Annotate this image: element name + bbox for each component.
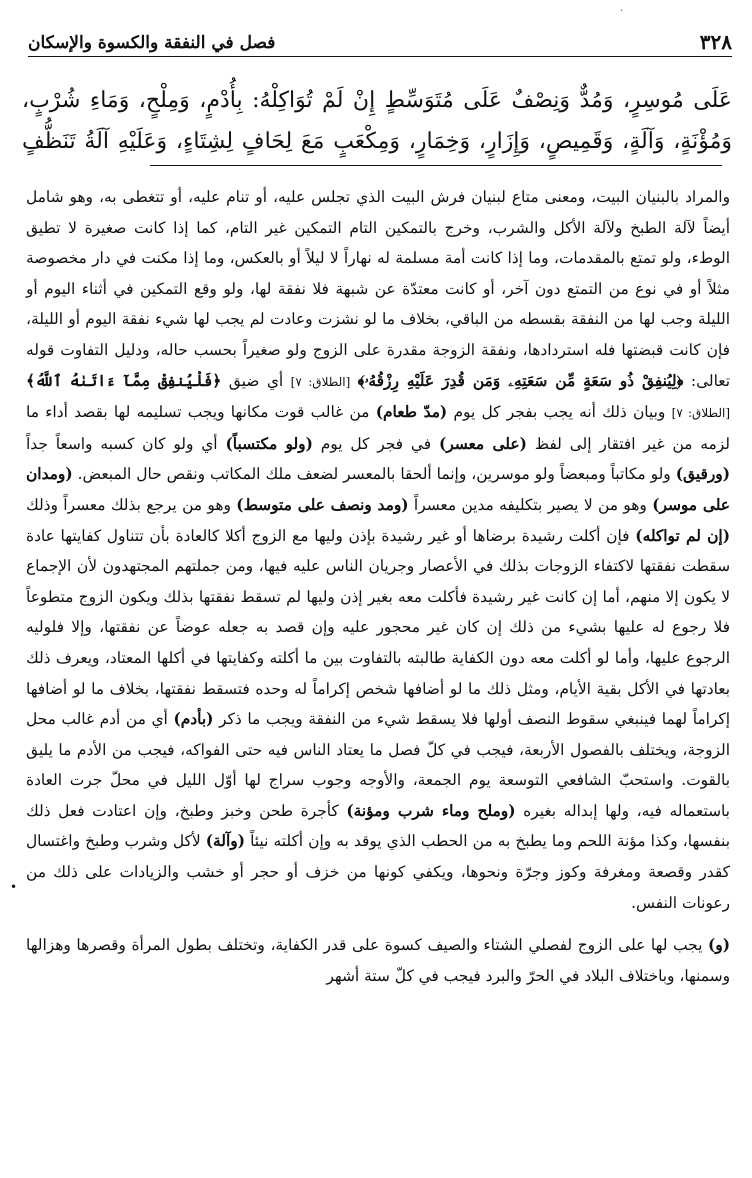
- text-run: وهو من لا يصير بتكليفه مدين معسراً: [413, 495, 647, 514]
- scan-mark: ·: [620, 6, 624, 17]
- commentary-paragraph-2: [26, 930, 730, 991]
- text-run: من غالب قوت مكانها ويجب تسليمه لها بقصد أداء ما لزمه من غير افتقار إلى لفظ: [26, 403, 730, 453]
- text-run: والمراد بالبنيان البيت، ومعنى متاع لبنيان فرش البيت الذي تجلس عليه، أو تنام عليه، أو تتغطى به، وهو شامل أيضاً لآلة الطبخ ولآلة الأكل والشرب، وخرج بالتمكين التام التمكين غير التام، كما إذا كانت صغيرة لا تطيق الوطء، ولو تمتع بالمقدمات، وما إذا كانت أمة مسلمة له نهاراً لا ليلاً أو بالعكس، وما إذا مكنت في دار مخصوصة مثلاً أو في نوع من التمتع دون آخر، أو كانت معتدّة عن شبهة فلا نفقة لها، ولو وقع التمكين في أثناء اليوم أو الليلة وجب لها من النفقة بقسطه من الباقي، بخلاف ما لو نشزت وعادت لم يجب لها شيء نفقة اليوم أو الليلة، فإن كانت قبضتها فله استردادها، ونفقة الزوجة مقدرة على الزوج ولو صغيراً بحسب حاله، ودليل التفاوت قوله تعالى:: [26, 188, 730, 390]
- matn-keyword: (بأدم): [173, 710, 214, 729]
- matn-keyword: (و): [708, 936, 730, 955]
- text-run: ولو مكاتباً ومبعضاً ولو موسرين، وإنما ألحقا بالمعسر لضعف ملك المكاتب ونقص حال المبعض.: [77, 465, 671, 484]
- text-run: يجب لها على الزوج لفصلي الشتاء والصيف كسوة على قدر الكفاية، وتختلف بطول المرأة وقصرها وهزالها وسمنها، وباختلاف البلاد في الحرّ والبرد فيجب في كلّ ستة أشهر: [26, 936, 730, 985]
- text-run: كأجرة طحن وخبز وطبخ، وإن اعتادت فعل ذلك بنفسها، وكذا مؤنة اللحم وما يطبخ به من الحطب الذي يوقد به وإن أكلته نيئاً: [26, 801, 730, 851]
- matn-keyword: (ومدان على موسر): [26, 465, 730, 514]
- text-run: أي من أدم غالب محل الزوجة، ويختلف بالفصول الأربعة، فيجب في كلّ فصل ما يعتاد الناس فيه حتى الفواكه، فيجب من الأدم ما يليق بالقوت. واستحبّ الشافعي التوسعة يوم الجمعة، والأوجه وجوب سراج لها أوّل الليل في محلّ جرت العادة باستعماله فيه، ولها إبداله بغيره: [26, 710, 730, 820]
- text-run: أي ولو كان كسبه واسعاً جداً: [26, 434, 218, 453]
- matn-divider: [150, 165, 722, 166]
- text-run: في فجر كل يوم: [320, 434, 432, 453]
- page-number: ٣٢٨: [699, 30, 732, 54]
- commentary-text: [26, 182, 730, 991]
- page-header: [28, 30, 732, 57]
- matn-keyword: (ومد ونصف على متوسط): [236, 495, 409, 514]
- text-run: فإن أكلت رشيدة برضاها أو غير رشيدة بإذن وليها مع الزوج أكلا كالعادة بأن تتناول كفايتها عادة سقطت نفقتها لاكتفاء الزوجات بذلك في الأعصار وجريان الناس عليه فيها، ومن جملتهم المجتهدون لأن الإجماع لا يكون إلا منهم، أما إن كانت غير رشيدة فأكلت معه بغير إذن وليها لم تسقط نفقتها بذلك ويكون الزوج متطوعاً فلا رجوع له عليها بشيء من ذلك إن كان غير محجور عليه وإن قصد به جعله عوضاً عن نفقتها، وإلا فلوليه الرجوع عليها، وأما لو أكلت معه دون الكفاية طالبته بالتفاوت بين ما أكلته وكفايتها في أكلها المعتاد، ويعرف ذلك بعادتها في الأكل بقية الأيام، ومثل ذلك ما لو أضافها شخص إكراماً له وحده فتسقط نفقتها، بخلاف ما لو أضافها إكراماً لهما فينبغي سقوط النصف أولها فلا يسقط شيء من النفقة ويجب ما ذكر: [26, 526, 730, 729]
- matn-keyword: (وملح وماء شرب ومؤنة): [346, 801, 516, 820]
- matn-keyword: (ورقيق): [675, 465, 730, 484]
- verse-reference: [الطلاق: ٧]: [671, 406, 730, 421]
- matn-keyword: (ولو مكتسباً): [225, 434, 313, 453]
- matn-keyword: (وآلة): [205, 832, 245, 851]
- matn-keyword: (على معسر): [438, 434, 527, 453]
- text-run: أي ضيق: [228, 371, 284, 390]
- matn-line-2: وَمُؤْنَةٍ، وَآلَةٍ، وَقَمِيصٍ، وَإِزَارٍ، وَخِمَارٍ، وَمِكْعَبٍ مَعَ لِحَافٍ لِشِتَاءٍ، وَعَلَيْهِ آلَةُ تَنَظُّفٍ: [22, 129, 732, 154]
- matn-keyword: (إن لم تواكله): [635, 526, 730, 545]
- matn-text: [22, 80, 732, 162]
- matn-keyword: (مدّ طعام): [375, 403, 448, 422]
- quran-verse: ﴿لِيُنفِقْ ذُو سَعَةٍ مِّن سَعَتِهِۦ وَمَن قُدِرَ عَلَيْهِ رِزْقُهُۥ﴾: [357, 371, 684, 390]
- text-run: وبيان ذلك أنه يجب بفجر كل يوم: [453, 403, 666, 422]
- margin-dot: •: [10, 880, 18, 894]
- quran-verse: ﴿فَلْيُنفِقْ مِمَّآ ءَاتَىٰهُ ٱللَّهُ﴾: [26, 371, 222, 390]
- text-run: لأكل وشرب وطبخ واغتسال كقدر وقصعة ومغرفة وكوز وجرّة ونحوها، ويكفي كونها من خزف أو حجر أو خشب والزيادات على ذلك من رعونات النفس.: [26, 832, 730, 912]
- chapter-title: فصل في النفقة والكسوة والإسكان: [28, 33, 276, 53]
- matn-line-1: عَلَى مُوسِرٍ، وَمُدٌّ وَنِصْفٌ عَلَى مُتَوَسِّطٍ إِنْ لَمْ تُوَاكِلْهُ: بِأُدْمٍ، وَمِلْحٍ، وَمَاءِ شُرْبٍ،: [22, 88, 732, 113]
- verse-reference: [الطلاق: ٧]: [290, 374, 351, 389]
- text-run: وهو من يرجع بذلك معسراً وذلك: [26, 495, 231, 514]
- commentary-paragraph-1: [26, 182, 730, 918]
